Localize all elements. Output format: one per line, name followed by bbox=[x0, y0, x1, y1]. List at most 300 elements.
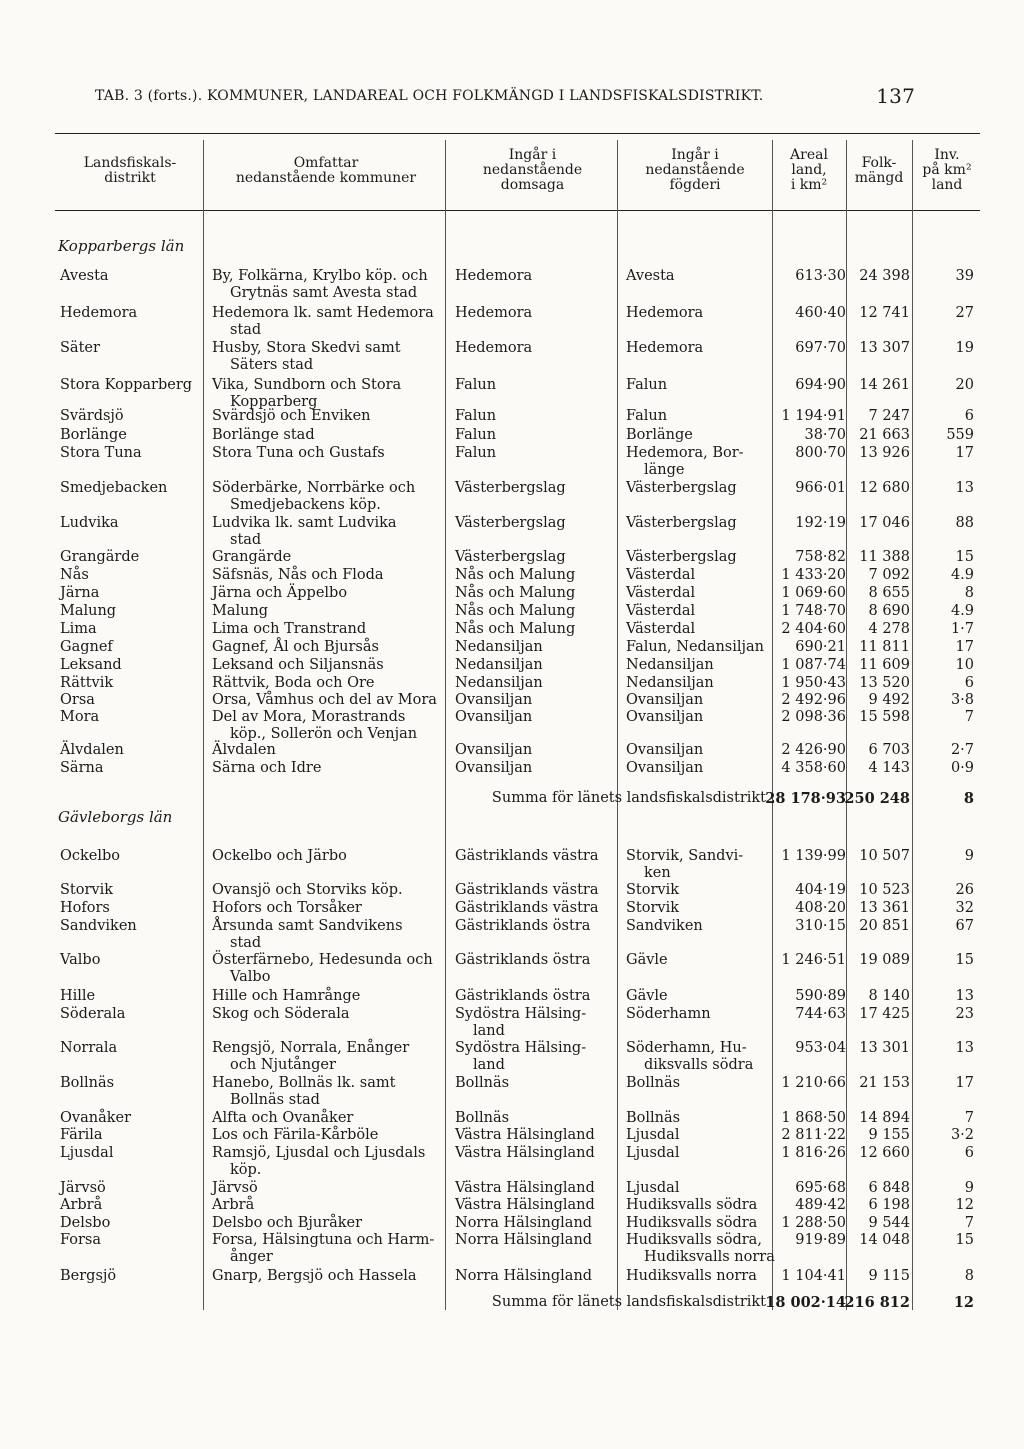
table-row bbox=[0, 692, 1024, 710]
density-value: 27 bbox=[955, 305, 974, 321]
district-name: Hedemora bbox=[60, 305, 138, 321]
fogderi-line1: Hedemora, Bor- bbox=[626, 445, 744, 461]
table-row bbox=[0, 480, 1024, 513]
density-value: 39 bbox=[955, 268, 974, 284]
table-row bbox=[0, 882, 1024, 900]
table-row bbox=[0, 918, 1024, 951]
density-value: 17 bbox=[955, 445, 974, 461]
folkmangd-value: 21 153 bbox=[859, 1075, 910, 1091]
table-row bbox=[0, 1197, 1024, 1215]
folkmangd-value: 11 388 bbox=[859, 549, 910, 565]
domsaga-cell bbox=[455, 515, 615, 532]
kommuner-line1: Orsa, Våmhus och del av Mora bbox=[212, 692, 437, 708]
domsaga-line1: Falun bbox=[455, 445, 497, 461]
density-value: 15 bbox=[955, 952, 974, 968]
table-row bbox=[0, 549, 1024, 567]
domsaga-line1: Sydöstra Hälsing- bbox=[455, 1040, 587, 1056]
areal-value: 192·19 bbox=[795, 515, 846, 531]
kommuner-line1: Ovansjö och Storviks köp. bbox=[212, 882, 403, 898]
fogderi-cell bbox=[626, 1232, 775, 1265]
fogderi-cell bbox=[626, 988, 774, 1005]
folkmangd-value: 21 663 bbox=[859, 427, 910, 443]
section-title: Gävleborgs län bbox=[58, 808, 173, 826]
areal-value: 1 069·60 bbox=[781, 585, 846, 601]
fogderi-line1: Hudiksvalls södra bbox=[626, 1197, 758, 1213]
fogderi-line1: Nedansiljan bbox=[626, 657, 714, 673]
kommuner-line1: Älvdalen bbox=[212, 742, 276, 758]
density-value: 32 bbox=[955, 900, 974, 916]
kommuner-line1: Svärdsjö och Enviken bbox=[212, 408, 371, 424]
fogderi-cell bbox=[626, 408, 774, 425]
fogderi-line1: Bollnäs bbox=[626, 1075, 681, 1091]
fogderi-cell bbox=[626, 639, 774, 656]
areal-value: 1 816·26 bbox=[781, 1145, 846, 1161]
areal-value: 613·30 bbox=[795, 268, 846, 284]
folkmangd-value: 7 247 bbox=[868, 408, 910, 424]
district-name: Orsa bbox=[60, 692, 95, 708]
fogderi-line1: Storvik bbox=[626, 882, 680, 898]
domsaga-line1: Nås och Malung bbox=[455, 603, 576, 619]
fogderi-line1: Västerdal bbox=[626, 585, 696, 601]
district-name: Malung bbox=[60, 603, 117, 619]
kommuner-cell bbox=[212, 900, 444, 917]
fogderi-cell bbox=[626, 709, 774, 726]
fogderi-cell bbox=[626, 900, 774, 917]
kommuner-line1: Delsbo och Bjuråker bbox=[212, 1215, 363, 1231]
fogderi-line1: Söderhamn bbox=[626, 1006, 711, 1022]
domsaga-line1: Nedansiljan bbox=[455, 675, 543, 691]
density-value: 9 bbox=[964, 1180, 974, 1196]
density-value: 23 bbox=[955, 1006, 974, 1022]
domsaga-cell bbox=[455, 549, 615, 566]
kommuner-line1: Järna och Äppelbo bbox=[212, 585, 348, 601]
density-value: 4.9 bbox=[950, 567, 974, 583]
table-row bbox=[0, 1110, 1024, 1128]
areal-value: 953·04 bbox=[795, 1040, 846, 1056]
table-row bbox=[0, 408, 1024, 426]
kommuner-cell bbox=[212, 549, 444, 566]
domsaga-line1: Norra Hälsingland bbox=[455, 1215, 593, 1231]
fogderi-cell bbox=[626, 515, 774, 532]
domsaga-cell bbox=[455, 1075, 615, 1092]
folkmangd-value: 11 609 bbox=[859, 657, 910, 673]
fogderi-line1: Ljusdal bbox=[626, 1145, 680, 1161]
fogderi-line1: Bollnäs bbox=[626, 1110, 681, 1126]
district-name: Sandviken bbox=[60, 918, 137, 934]
density-value: 4.9 bbox=[950, 603, 974, 619]
fogderi-cell bbox=[626, 445, 774, 478]
fogderi-cell bbox=[626, 657, 774, 674]
table-title: TAB. 3 (forts.). KOMMUNER, LANDAREAL OCH FOLKMÄNGD I LANDSFISKALSDISTRIKT. bbox=[95, 88, 764, 104]
domsaga-line1: Västerbergslag bbox=[455, 549, 566, 565]
table-row bbox=[0, 377, 1024, 410]
fogderi-cell bbox=[626, 882, 774, 899]
table-row bbox=[0, 603, 1024, 621]
kommuner-cell bbox=[212, 1215, 444, 1232]
domsaga-line1: Västra Hälsingland bbox=[455, 1180, 595, 1196]
kommuner-line1: Hofors och Torsåker bbox=[212, 900, 362, 916]
kommuner-line2: och Njutånger bbox=[230, 1057, 336, 1073]
folkmangd-value: 15 598 bbox=[859, 709, 910, 725]
kommuner-cell bbox=[212, 445, 444, 462]
density-value: 8 bbox=[964, 1268, 974, 1284]
kommuner-line1: Ramsjö, Ljusdal och Ljusdals bbox=[212, 1145, 426, 1161]
summary-label: Summa för länets landsfiskalsdistrikt bbox=[491, 790, 766, 806]
fogderi-cell bbox=[626, 427, 774, 444]
areal-value: 1 194·91 bbox=[781, 408, 846, 424]
kommuner-line1: Hedemora lk. samt Hedemora bbox=[212, 305, 434, 321]
kommuner-cell bbox=[212, 1268, 444, 1285]
fogderi-cell bbox=[626, 567, 774, 584]
district-name: Älvdalen bbox=[60, 742, 124, 758]
domsaga-line1: Gästriklands västra bbox=[455, 848, 599, 864]
fogderi-line1: Ovansiljan bbox=[626, 742, 704, 758]
summary-areal: 18 002·14 bbox=[765, 1294, 846, 1311]
domsaga-cell bbox=[455, 305, 615, 322]
kommuner-line1: Lima och Transtrand bbox=[212, 621, 367, 637]
folkmangd-value: 14 894 bbox=[859, 1110, 910, 1126]
table-row bbox=[0, 742, 1024, 760]
domsaga-cell bbox=[455, 657, 615, 674]
district-name: Valbo bbox=[60, 952, 101, 968]
district-name: Hofors bbox=[60, 900, 110, 916]
table-row bbox=[0, 1232, 1024, 1265]
domsaga-line1: Gästriklands östra bbox=[455, 952, 591, 968]
district-name: Bergsjö bbox=[60, 1268, 117, 1284]
areal-value: 1 950·43 bbox=[781, 675, 846, 691]
domsaga-cell bbox=[455, 567, 615, 584]
folkmangd-value: 13 520 bbox=[859, 675, 910, 691]
summary-row bbox=[0, 790, 1024, 808]
areal-value: 2 098·36 bbox=[781, 709, 846, 725]
fogderi-cell bbox=[626, 1110, 774, 1127]
fogderi-cell bbox=[626, 1268, 774, 1285]
summary-label: Summa för länets landsfiskalsdistrikt bbox=[491, 1294, 766, 1310]
folkmangd-value: 4 143 bbox=[868, 760, 910, 776]
kommuner-line2: Valbo bbox=[230, 969, 271, 985]
fogderi-cell bbox=[626, 603, 774, 620]
areal-value: 460·40 bbox=[795, 305, 846, 321]
domsaga-cell bbox=[455, 709, 615, 726]
district-name: Säter bbox=[60, 340, 100, 356]
domsaga-line1: Gästriklands västra bbox=[455, 900, 599, 916]
domsaga-line1: Västra Hälsingland bbox=[455, 1145, 595, 1161]
domsaga-cell bbox=[455, 1232, 615, 1249]
kommuner-line1: Leksand och Siljansnäs bbox=[212, 657, 384, 673]
kommuner-line2: köp., Sollerön och Venjan bbox=[230, 726, 418, 742]
fogderi-cell bbox=[626, 480, 774, 497]
kommuner-line1: Arbrå bbox=[212, 1197, 255, 1213]
kommuner-cell bbox=[212, 1232, 444, 1265]
fogderi-cell bbox=[626, 1075, 774, 1092]
fogderi-cell bbox=[626, 1197, 774, 1214]
areal-value: 2 404·60 bbox=[781, 621, 846, 637]
section-title: Kopparbergs län bbox=[58, 237, 185, 255]
fogderi-cell bbox=[626, 918, 774, 935]
kommuner-cell bbox=[212, 742, 444, 759]
kommuner-line1: Malung bbox=[212, 603, 269, 619]
folkmangd-value: 11 811 bbox=[859, 639, 910, 655]
table-row bbox=[0, 952, 1024, 985]
table-row bbox=[0, 657, 1024, 675]
kommuner-cell bbox=[212, 1145, 444, 1178]
table-row bbox=[0, 900, 1024, 918]
folkmangd-value: 9 155 bbox=[868, 1127, 910, 1143]
domsaga-cell bbox=[455, 742, 615, 759]
areal-value: 1 104·41 bbox=[781, 1268, 846, 1284]
areal-value: 694·90 bbox=[795, 377, 846, 393]
table-row bbox=[0, 988, 1024, 1006]
domsaga-cell bbox=[455, 268, 615, 285]
domsaga-line1: Nås och Malung bbox=[455, 567, 576, 583]
areal-value: 758·82 bbox=[795, 549, 846, 565]
kommuner-cell bbox=[212, 952, 444, 985]
kommuner-line1: Gagnef, Ål och Bjursås bbox=[212, 639, 379, 655]
kommuner-line2: ånger bbox=[230, 1249, 273, 1265]
fogderi-line1: Ljusdal bbox=[626, 1180, 680, 1196]
density-value: 2·7 bbox=[950, 742, 974, 758]
domsaga-cell bbox=[455, 1110, 615, 1127]
kommuner-line1: Särna och Idre bbox=[212, 760, 322, 776]
fogderi-line1: Hedemora bbox=[626, 305, 704, 321]
domsaga-cell bbox=[455, 988, 615, 1005]
density-value: 15 bbox=[955, 549, 974, 565]
kommuner-cell bbox=[212, 1197, 444, 1214]
domsaga-line1: Bollnäs bbox=[455, 1110, 510, 1126]
fogderi-line1: Sandviken bbox=[626, 918, 703, 934]
summary-density: 12 bbox=[953, 1294, 974, 1311]
kommuner-cell bbox=[212, 1075, 444, 1108]
areal-value: 408·20 bbox=[795, 900, 846, 916]
domsaga-cell bbox=[455, 675, 615, 692]
density-value: 6 bbox=[964, 1145, 974, 1161]
table-row bbox=[0, 445, 1024, 478]
kommuner-cell bbox=[212, 1040, 444, 1073]
kommuner-cell bbox=[212, 585, 444, 602]
kommuner-cell bbox=[212, 988, 444, 1005]
fogderi-line1: Gävle bbox=[626, 952, 668, 968]
kommuner-cell bbox=[212, 377, 444, 410]
table-row bbox=[0, 848, 1024, 881]
domsaga-line1: Norra Hälsingland bbox=[455, 1232, 593, 1248]
district-name: Lima bbox=[60, 621, 97, 637]
density-value: 7 bbox=[964, 1215, 974, 1231]
table-row bbox=[0, 515, 1024, 548]
district-name: Särna bbox=[60, 760, 104, 776]
domsaga-cell bbox=[455, 427, 615, 444]
kommuner-cell bbox=[212, 515, 444, 548]
areal-value: 1 288·50 bbox=[781, 1215, 846, 1231]
kommuner-cell bbox=[212, 639, 444, 656]
kommuner-line2: köp. bbox=[230, 1162, 262, 1178]
areal-value: 695·68 bbox=[795, 1180, 846, 1196]
kommuner-cell bbox=[212, 760, 444, 777]
table-row bbox=[0, 1040, 1024, 1073]
kommuner-line1: Österfärnebo, Hedesunda och bbox=[212, 952, 433, 968]
table-row bbox=[0, 1215, 1024, 1233]
col-header-kommuner: Omfattar nedanstående kommuner bbox=[235, 155, 417, 186]
district-name: Avesta bbox=[60, 268, 109, 284]
kommuner-cell bbox=[212, 621, 444, 638]
district-name: Nås bbox=[60, 567, 89, 583]
fogderi-line1: Ovansiljan bbox=[626, 760, 704, 776]
areal-value: 1 748·70 bbox=[781, 603, 846, 619]
fogderi-line1: Västerdal bbox=[626, 567, 696, 583]
kommuner-line1: By, Folkärna, Krylbo köp. och bbox=[212, 268, 428, 284]
domsaga-line1: Västra Hälsingland bbox=[455, 1197, 595, 1213]
kommuner-line2: Säters stad bbox=[230, 357, 314, 373]
domsaga-line1: Sydöstra Hälsing- bbox=[455, 1006, 587, 1022]
district-name: Ludvika bbox=[60, 515, 119, 531]
fogderi-line2: Hudiksvalls norra bbox=[644, 1249, 775, 1265]
fogderi-cell bbox=[626, 377, 774, 394]
kommuner-line1: Forsa, Hälsingtuna och Harm- bbox=[212, 1232, 435, 1248]
kommuner-line1: Borlänge stad bbox=[212, 427, 315, 443]
domsaga-line1: Bollnäs bbox=[455, 1075, 510, 1091]
areal-value: 744·63 bbox=[795, 1006, 846, 1022]
fogderi-line1: Hedemora bbox=[626, 340, 704, 356]
density-value: 8 bbox=[964, 585, 974, 601]
areal-value: 800·70 bbox=[795, 445, 846, 461]
domsaga-cell bbox=[455, 1215, 615, 1232]
table-row bbox=[0, 1180, 1024, 1198]
domsaga-line1: Västerbergslag bbox=[455, 480, 566, 496]
domsaga-cell bbox=[455, 1145, 615, 1162]
domsaga-line1: Gästriklands östra bbox=[455, 918, 591, 934]
domsaga-cell bbox=[455, 1197, 615, 1214]
kommuner-cell bbox=[212, 675, 444, 692]
areal-value: 1 139·99 bbox=[781, 848, 846, 864]
domsaga-line2: land bbox=[473, 1023, 505, 1039]
kommuner-line1: Hanebo, Bollnäs lk. samt bbox=[212, 1075, 396, 1091]
density-value: 9 bbox=[964, 848, 974, 864]
density-value: 20 bbox=[955, 377, 974, 393]
fogderi-line1: Falun, Nedansiljan bbox=[626, 639, 764, 655]
fogderi-cell bbox=[626, 1127, 774, 1144]
domsaga-cell bbox=[455, 480, 615, 497]
fogderi-cell bbox=[626, 621, 774, 638]
kommuner-line2: Grytnäs samt Avesta stad bbox=[230, 285, 418, 301]
folkmangd-value: 9 544 bbox=[868, 1215, 910, 1231]
fogderi-line1: Storvik, Sandvi- bbox=[626, 848, 744, 864]
domsaga-cell bbox=[455, 1180, 615, 1197]
areal-value: 1 210·66 bbox=[781, 1075, 846, 1091]
kommuner-line1: Gnarp, Bergsjö och Hassela bbox=[212, 1268, 417, 1284]
areal-value: 404·19 bbox=[795, 882, 846, 898]
district-name: Grangärde bbox=[60, 549, 140, 565]
folkmangd-value: 13 307 bbox=[859, 340, 910, 356]
fogderi-line2: diksvalls södra bbox=[644, 1057, 754, 1073]
kommuner-line2: Smedjebackens köp. bbox=[230, 497, 381, 513]
kommuner-line1: Hille och Hamrånge bbox=[212, 988, 361, 1004]
fogderi-line1: Hudiksvalls södra, bbox=[626, 1232, 762, 1248]
folkmangd-value: 17 425 bbox=[859, 1006, 910, 1022]
domsaga-cell bbox=[455, 760, 615, 777]
fogderi-line1: Ovansiljan bbox=[626, 692, 704, 708]
folkmangd-value: 20 851 bbox=[859, 918, 910, 934]
district-name: Gagnef bbox=[60, 639, 113, 655]
density-value: 15 bbox=[955, 1232, 974, 1248]
density-value: 13 bbox=[955, 988, 974, 1004]
district-name: Bollnäs bbox=[60, 1075, 115, 1091]
folkmangd-value: 6 198 bbox=[868, 1197, 910, 1213]
domsaga-line1: Norra Hälsingland bbox=[455, 1268, 593, 1284]
domsaga-cell bbox=[455, 1127, 615, 1144]
density-value: 17 bbox=[955, 1075, 974, 1091]
kommuner-cell bbox=[212, 918, 444, 951]
folkmangd-value: 24 398 bbox=[859, 268, 910, 284]
domsaga-line1: Ovansiljan bbox=[455, 760, 533, 776]
fogderi-cell bbox=[626, 585, 774, 602]
table-row bbox=[0, 585, 1024, 603]
folkmangd-value: 12 680 bbox=[859, 480, 910, 496]
areal-value: 4 358·60 bbox=[781, 760, 846, 776]
folkmangd-value: 6 848 bbox=[868, 1180, 910, 1196]
kommuner-cell bbox=[212, 1006, 444, 1023]
district-name: Mora bbox=[60, 709, 100, 725]
domsaga-cell bbox=[455, 848, 615, 865]
kommuner-cell bbox=[212, 709, 444, 742]
fogderi-line1: Västerdal bbox=[626, 603, 696, 619]
fogderi-line2: ken bbox=[644, 865, 671, 881]
district-name: Rättvik bbox=[60, 675, 114, 691]
folkmangd-value: 8 140 bbox=[868, 988, 910, 1004]
fogderi-cell bbox=[626, 760, 774, 777]
fogderi-line1: Falun bbox=[626, 408, 668, 424]
areal-value: 38·70 bbox=[804, 427, 846, 443]
kommuner-cell bbox=[212, 848, 444, 865]
areal-value: 690·21 bbox=[795, 639, 846, 655]
district-name: Ockelbo bbox=[60, 848, 121, 864]
density-value: 10 bbox=[955, 657, 974, 673]
district-name: Leksand bbox=[60, 657, 122, 673]
domsaga-line1: Gästriklands östra bbox=[455, 988, 591, 1004]
district-name: Hille bbox=[60, 988, 96, 1004]
table-row bbox=[0, 1145, 1024, 1178]
density-value: 559 bbox=[946, 427, 974, 443]
district-name: Stora Tuna bbox=[60, 445, 142, 461]
table-row bbox=[0, 268, 1024, 301]
folkmangd-value: 9 115 bbox=[868, 1268, 910, 1284]
density-value: 3·2 bbox=[950, 1127, 974, 1143]
col-header-density: Inv. på km² land bbox=[922, 147, 972, 193]
folkmangd-value: 9 492 bbox=[868, 692, 910, 708]
kommuner-line1: Årsunda samt Sandvikens bbox=[212, 918, 403, 934]
areal-value: 966·01 bbox=[795, 480, 846, 496]
domsaga-cell bbox=[455, 603, 615, 620]
kommuner-cell bbox=[212, 692, 444, 709]
fogderi-line1: Ovansiljan bbox=[626, 709, 704, 725]
fogderi-cell bbox=[626, 1040, 774, 1073]
table-row bbox=[0, 1006, 1024, 1039]
district-name: Arbrå bbox=[60, 1197, 103, 1213]
kommuner-cell bbox=[212, 408, 444, 425]
domsaga-line1: Falun bbox=[455, 427, 497, 443]
density-value: 26 bbox=[955, 882, 974, 898]
domsaga-line1: Gästriklands västra bbox=[455, 882, 599, 898]
district-name: Delsbo bbox=[60, 1215, 111, 1231]
kommuner-cell bbox=[212, 427, 444, 444]
col-header-domsaga: Ingår i nedanstående domsaga bbox=[482, 147, 583, 193]
kommuner-line1: Rengsjö, Norrala, Enånger bbox=[212, 1040, 410, 1056]
areal-value: 919·89 bbox=[795, 1232, 846, 1248]
density-value: 7 bbox=[964, 1110, 974, 1126]
density-value: 7 bbox=[964, 709, 974, 725]
domsaga-cell bbox=[455, 377, 615, 394]
domsaga-cell bbox=[455, 408, 615, 425]
domsaga-cell bbox=[455, 1006, 615, 1039]
areal-value: 489·42 bbox=[795, 1197, 846, 1213]
